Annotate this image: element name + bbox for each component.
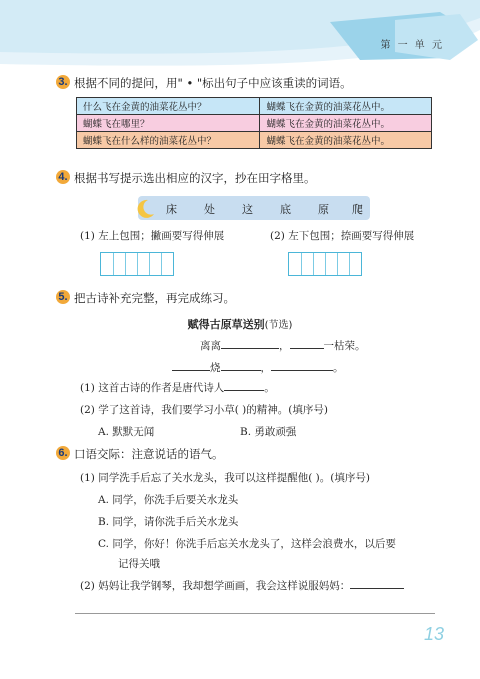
poem-text: 离离: [200, 340, 221, 352]
q6-option-b[interactable]: B. 同学，请你洗手后关水龙头: [98, 516, 239, 528]
q5-sub-1-end: 。: [264, 382, 275, 394]
word-bank-char: 处: [204, 203, 215, 216]
q6-sub-2: [80, 578, 404, 593]
q6-option-c[interactable]: C. 同学，你好！你洗手后忘关水龙头了，这样会浪费水，以后要: [98, 538, 396, 550]
word-bank-char: 这: [242, 203, 253, 216]
blank-field[interactable]: [290, 338, 324, 349]
poem-text: 烧: [210, 362, 221, 374]
moon-icon: [134, 198, 156, 220]
hint-1: (1) 左上包围；撇画要写得伸展: [80, 230, 225, 242]
question-4-number: 4.: [56, 170, 70, 184]
question-5-number: 5.: [56, 290, 70, 304]
poem-title-text: 赋得古原草送别: [187, 318, 265, 331]
table-cell-answer[interactable]: 蝴蝶飞在金黄的油菜花丛中。: [260, 98, 432, 115]
header-banner: [0, 0, 480, 70]
poem-text: 。: [333, 362, 344, 374]
word-bank-char: 原: [318, 203, 329, 216]
table-cell-question: 蝴蝶飞在哪里？: [77, 115, 260, 132]
question-3-number: 3.: [56, 75, 70, 89]
poem-line-2: [172, 360, 344, 375]
q5-sub-2: (2) 学了这首诗，我们要学习小草( )的精神。(填序号): [80, 404, 328, 416]
q5-option-b[interactable]: B. 勇敢顽强: [240, 426, 297, 438]
poem-text: ，: [279, 340, 290, 352]
q5-sub-1-text: (1) 这首古诗的作者是唐代诗人: [80, 382, 225, 394]
question-3-prompt: 根据不同的提问，用" • "标出句子中应该重读的词语。: [74, 76, 352, 90]
writing-grid-2[interactable]: [288, 252, 362, 276]
answer-line[interactable]: [75, 613, 435, 614]
q6-sub-2-text: (2) 妈妈让我学钢琴，我却想学画画，我会这样说服妈妈：: [80, 580, 351, 592]
q5-option-a[interactable]: A. 默默无闻: [98, 426, 155, 438]
question-6-number: 6.: [56, 446, 70, 460]
table-cell-answer[interactable]: 蝴蝶飞在金黄的油菜花丛中。: [260, 132, 432, 149]
q6-option-a[interactable]: A. 同学，你洗手后要关水龙头: [98, 494, 239, 506]
word-bank-char: 床: [166, 203, 177, 216]
q6-option-c-cont: 记得关哦: [118, 558, 160, 570]
blank-field[interactable]: [350, 578, 404, 589]
stress-table: [76, 97, 432, 149]
hint-2: (2) 左下包围；捺画要写得伸展: [270, 230, 415, 242]
blank-field[interactable]: [221, 338, 279, 349]
blank-field[interactable]: [172, 360, 210, 371]
q5-sub-1: [80, 380, 275, 395]
blank-field[interactable]: [271, 360, 333, 371]
poem-text: 一枯荣。: [323, 340, 366, 352]
question-5-prompt: 把古诗补充完整，再完成练习。: [74, 291, 235, 305]
table-row: [77, 115, 432, 132]
poem-line-1: [200, 338, 366, 353]
blank-field[interactable]: [221, 360, 261, 371]
page-number: 13: [423, 624, 444, 644]
table-row: [77, 132, 432, 149]
table-cell-answer[interactable]: 蝴蝶飞在金黄的油菜花丛中。: [260, 115, 432, 132]
poem-note: (节选): [264, 320, 293, 331]
q6-sub-1: (1) 同学洗手后忘了关水龙头，我可以这样提醒他( )。(填序号): [80, 472, 370, 484]
poem-title: [0, 316, 480, 332]
word-bank-char: 爬: [352, 203, 363, 216]
unit-label: 第 一 单 元: [380, 40, 444, 51]
question-4-prompt: 根据书写提示选出相应的汉字，抄在田字格里。: [74, 171, 316, 185]
table-cell-question: 什么飞在金黄的油菜花丛中？: [77, 98, 260, 115]
table-cell-question: 蝴蝶飞在什么样的油菜花丛中？: [77, 132, 260, 149]
word-bank: [138, 196, 370, 220]
table-row: [77, 98, 432, 115]
blank-field[interactable]: [224, 380, 264, 391]
word-bank-char: 底: [280, 203, 291, 216]
writing-grid-1[interactable]: [100, 252, 174, 276]
poem-text: ，: [260, 362, 271, 374]
question-6-prompt: 口语交际：注意说话的语气。: [74, 447, 224, 461]
